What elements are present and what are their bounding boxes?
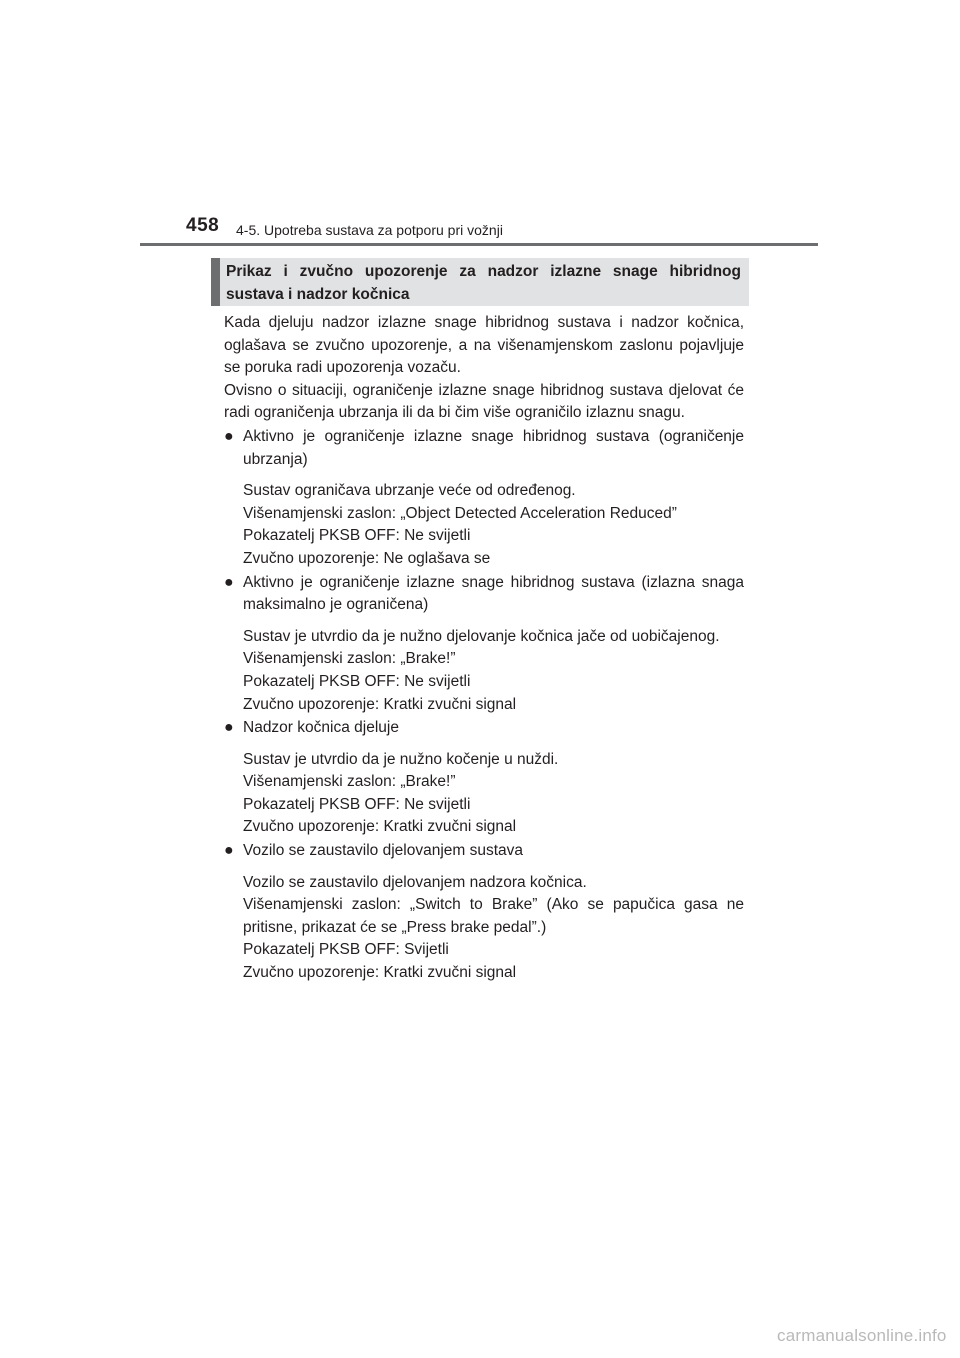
intro-paragraph: Ovisno o situaciji, ograničenje izlazne snage hibridnog sustava djelovat će radi ograničenja ubrzanja ili da bi čim više ograničilo izlaznu snagu.	[224, 381, 744, 422]
detail-line: Višenamjenski zaslon: „Brake!”	[243, 773, 456, 791]
detail-line: Višenamjenski zaslon: „Switch to Brake” (Ako se papučica gasa ne pritisne, prikazat će se „Press brake pedal”.)	[243, 896, 744, 936]
detail-line: Pokazatelj PKSB OFF: Ne svijetli	[243, 527, 471, 545]
list-item-title: Nadzor kočnica djeluje	[243, 719, 399, 737]
detail-line: Zvučno upozorenje: Kratki zvučni signal	[243, 818, 517, 836]
intro-paragraph: Kada djeluju nadzor izlazne snage hibridnog sustava i nadzor kočnica, oglašava se zvučno upozorenje, a na višenamjenskom zaslonu pojavljuje se poruka radi upozorenja vozaču.	[224, 314, 744, 377]
detail-line: Vozilo se zaustavilo djelovanjem nadzora kočnica.	[243, 873, 587, 891]
detail-line: Zvučno upozorenje: Kratki zvučni signal	[243, 964, 517, 982]
list-item-title: Vozilo se zaustavilo djelovanjem sustava	[243, 842, 524, 860]
list-item-details	[224, 872, 744, 985]
content	[224, 312, 744, 985]
list-item-details	[224, 749, 744, 839]
list-item	[224, 840, 744, 863]
section-heading: Prikaz i zvučno upozorenje za nadzor izlazne snage hibridnog sustava i nadzor kočnica	[211, 258, 749, 306]
section-title: 4-5. Upotreba sustava za potporu pri vožnji	[236, 222, 503, 238]
list-item-details	[224, 626, 744, 716]
detail-line: Sustav ograničava ubrzanje veće od određenog.	[243, 482, 576, 500]
bullet-icon: ●	[224, 573, 234, 591]
list-item-details	[224, 480, 744, 570]
detail-line: Zvučno upozorenje: Ne oglašava se	[243, 549, 491, 567]
list-item	[224, 426, 744, 471]
page-number: 458	[186, 215, 220, 236]
bullet-icon: ●	[224, 427, 234, 445]
detail-line: Višenamjenski zaslon: „Object Detected Acceleration Reduced”	[243, 504, 677, 522]
header-rule	[140, 243, 818, 246]
list-item-title: Aktivno je ograničenje izlazne snage hibridnog sustava (izlazna snaga maksimalno je ograničena)	[243, 573, 744, 614]
detail-line: Višenamjenski zaslon: „Brake!”	[243, 650, 456, 668]
detail-line: Pokazatelj PKSB OFF: Svijetli	[243, 941, 449, 959]
list-item-title: Aktivno je ograničenje izlazne snage hibridnog sustava (ograničenje ubrzanja)	[243, 427, 744, 468]
list-item	[224, 572, 744, 617]
detail-line: Pokazatelj PKSB OFF: Ne svijetli	[243, 795, 471, 813]
watermark: carmanualsonline.info	[777, 1326, 947, 1345]
detail-line: Zvučno upozorenje: Kratki zvučni signal	[243, 695, 517, 713]
detail-line: Pokazatelj PKSB OFF: Ne svijetli	[243, 672, 471, 690]
detail-line: Sustav je utvrdio da je nužno djelovanje kočnica jače od uobičajenog.	[243, 627, 720, 645]
bullet-icon: ●	[224, 842, 234, 860]
list-item	[224, 717, 744, 740]
bullet-icon: ●	[224, 719, 234, 737]
detail-line: Sustav je utvrdio da je nužno kočenje u nuždi.	[243, 750, 559, 768]
